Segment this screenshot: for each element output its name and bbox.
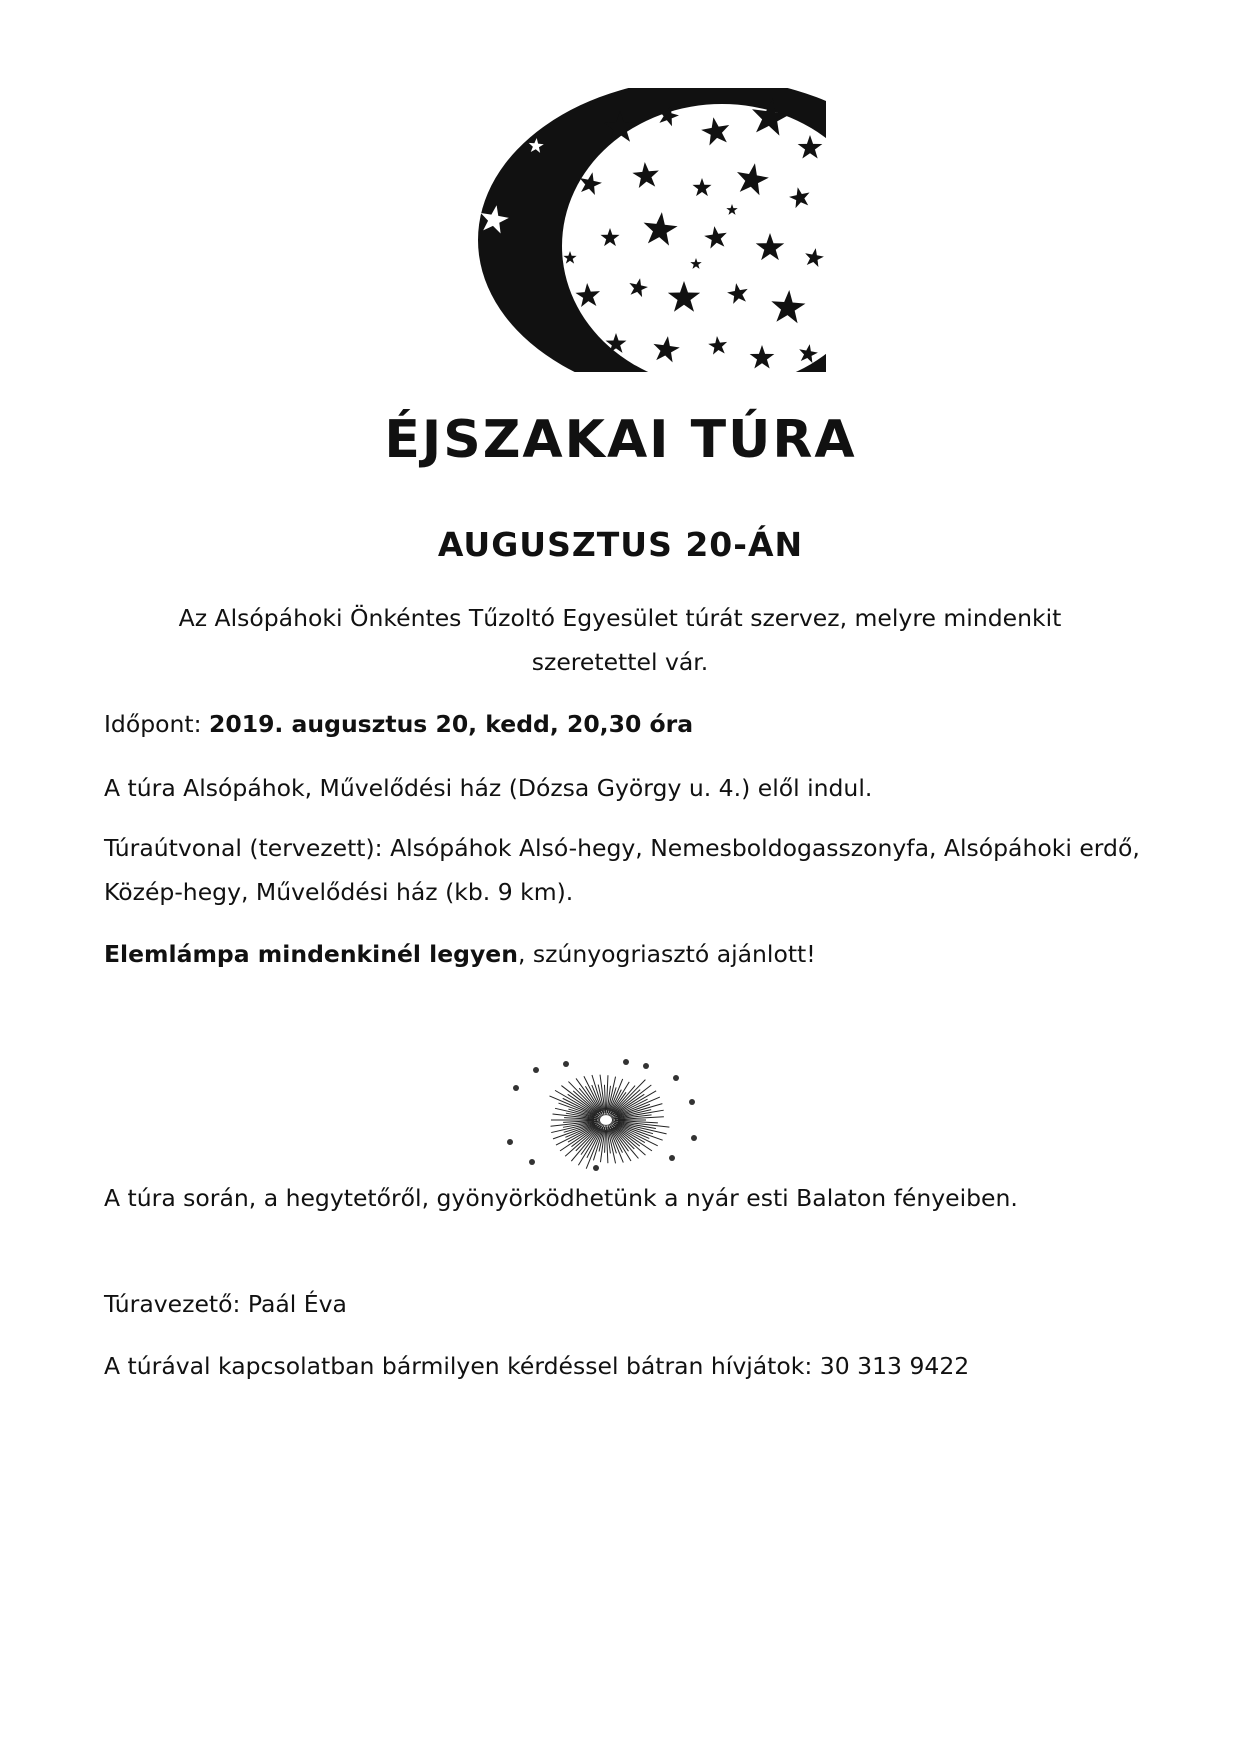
- firework-spark: [669, 1155, 675, 1161]
- leader-line: Túravezető: Paál Éva: [104, 1290, 347, 1318]
- white-star-icon: [532, 89, 553, 109]
- firework-spark: [563, 1061, 569, 1067]
- route-paragraph: Túraútvonal (tervezett): Alsópáhok Alsó-hegy, Nemesboldogasszonyfa, Alsópáhoki erdő, Közép-hegy, Művelődési ház (kb. 9 km).: [104, 834, 1140, 906]
- time-line: [104, 702, 1164, 746]
- time-label: Időpont:: [104, 710, 210, 738]
- firework-spark: [533, 1067, 539, 1073]
- firework-spark: [643, 1063, 649, 1069]
- firework-spark: [673, 1075, 679, 1081]
- equipment-bold: Elemlámpa mindenkinél legyen: [104, 940, 518, 968]
- white-star-icon: [472, 310, 491, 329]
- page-title: ÉJSZAKAI TÚRA: [384, 410, 857, 470]
- firework-spark: [507, 1139, 513, 1145]
- start-location-line: A túra Alsópáhok, Művelődési ház (Dózsa György u. 4.) elől indul.: [104, 774, 873, 802]
- view-line: A túra során, a hegytetőről, gyönyörködhetünk a nyár esti Balaton fényeiben.: [104, 1184, 1018, 1212]
- contact-line: A túrával kapcsolatban bármilyen kérdéssel bátran hívjátok: 30 313 9422: [104, 1352, 970, 1380]
- moon-stars-illustration: [470, 88, 826, 372]
- firework-spark: [689, 1099, 695, 1105]
- firework-spark: [513, 1085, 519, 1091]
- firework-spark: [529, 1159, 535, 1165]
- intro-paragraph: Az Alsópáhoki Önkéntes Tűzoltó Egyesület túrát szervez, melyre mindenkit szeretettel vár.: [178, 604, 1062, 676]
- time-value: 2019. augusztus 20, kedd, 20,30 óra: [209, 710, 694, 738]
- equipment-line: [104, 932, 1164, 976]
- fireworks-illustration: [496, 1058, 706, 1176]
- event-date-heading: AUGUSZTUS 20-ÁN: [437, 525, 804, 564]
- firework-spark: [623, 1059, 629, 1065]
- equipment-rest: , szúnyogriasztó ajánlott!: [517, 940, 816, 968]
- firework-spark: [691, 1135, 697, 1141]
- firework-spark: [593, 1165, 599, 1171]
